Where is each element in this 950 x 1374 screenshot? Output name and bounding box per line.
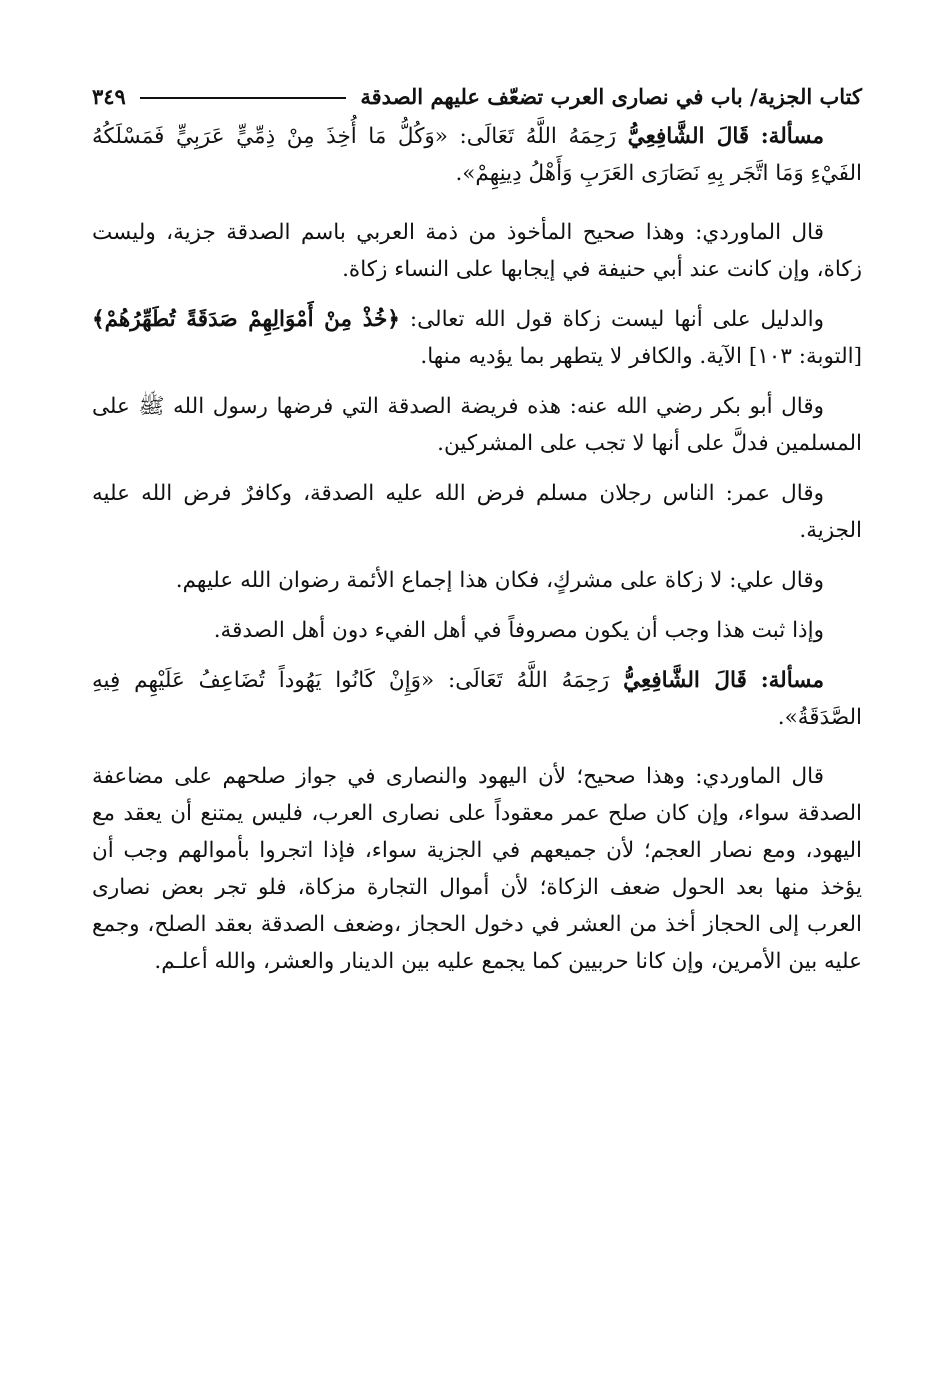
page-number: ٣٤٩ [92,83,126,109]
chapter-title: كتاب الجزية/ باب في نصارى العرب تضعّف عليهم الصدقة [360,83,862,109]
masala-paragraph-1 [92,118,862,192]
masala-label: مسألة: [760,124,825,149]
conclusion-paragraph: وإذا ثبت هذا وجب أن يكون مصروفاً في أهل الفيء دون أهل الصدقة. [213,618,824,643]
evidence-reference: [التوبة: ١٠٣] الآية. والكافر لا يتطهر بما يؤديه منها. [420,344,862,369]
umar-paragraph: وقال عمر: الناس رجلان مسلم فرض الله عليه الصدقة، وكافرٌ فرض الله عليه الجزية. [92,481,862,543]
header-rule [140,97,347,99]
imam-name: قَالَ الشَّافِعِيُّ [627,124,750,149]
masala-label: مسألة: [760,668,824,693]
evidence-paragraph [92,301,862,375]
imam-name: قَالَ الشَّافِعِيُّ [623,668,747,693]
masala-paragraph-2 [92,662,862,736]
running-header [92,78,862,114]
mawardi-paragraph-1: قال الماوردي: وهذا صحيح المأخوذ من ذمة العربي باسم الصدقة جزية، وليست زكاة، وإن كانت عند أبي حنيفة في إيجابها على النساء زكاة. [92,220,862,282]
ali-paragraph: وقال علي: لا زكاة على مشركٍ، فكان هذا إجماع الأئمة رضوان الله عليهم. [175,568,824,593]
quran-verse: ﴿خُذْ مِنْ أَمْوَالِهِمْ صَدَقَةً تُطَهِّرُهُمْ﴾ [92,307,400,332]
mawardi-paragraph-2: قال الماوردي: وهذا صحيح؛ لأن اليهود والنصارى في جواز صلحهم على مضاعفة الصدقة سواء، وإن كان صلح عمر معقوداً على نصارى العرب، فليس يمتنع أن يعقد مع اليهود، ومع نصار العجم؛ لأن جميعهم في الجزية سواء، فإذا اتجروا بأموالهم وجب أن يؤخذ منها بعد الحول ضعف الزكاة؛ لأن أموال التجارة مزكاة، فلو تجر بعض نصارى العرب إلى الحجاز أخذ من العشر في دخول الحجاز ،وضعف الصدقة بعقد الصلح، وجمع عليه بين الأمرين، وإن كانا حربيين كما يجمع عليه بين الدينار والعشر، والله أعلـم. [92,764,862,974]
masala-text: رَحِمَهُ اللَّهُ تَعَالَى: «وَكُلُّ مَا أُخِذَ مِنْ ذِمِّيٍّ عَرَبِيٍّ فَمَسْلَكُهُ الفَيْءِ وَمَا اتَّجَر بِهِ نَصَارَى العَرَبِ وَأَهْلُ دِينِهِمْ». [92,124,862,186]
page-body [92,118,862,980]
masala-text: رَحِمَهُ اللَّهُ تَعَالَى: «وَإِنْ كَانُوا يَهُوداً تُضَاعِفُ عَلَيْهِم فِيهِ الصَّدَقَةُ». [92,668,862,730]
abu-bakr-paragraph: وقال أبو بكر رضي الله عنه: هذه فريضة الصدقة التي فرضها رسول الله ﷺ على المسلمين فدلَّ على أنها لا تجب على المشركين. [92,394,862,456]
evidence-intro: والدليل على أنها ليست زكاة قول الله تعالى: [409,307,825,332]
